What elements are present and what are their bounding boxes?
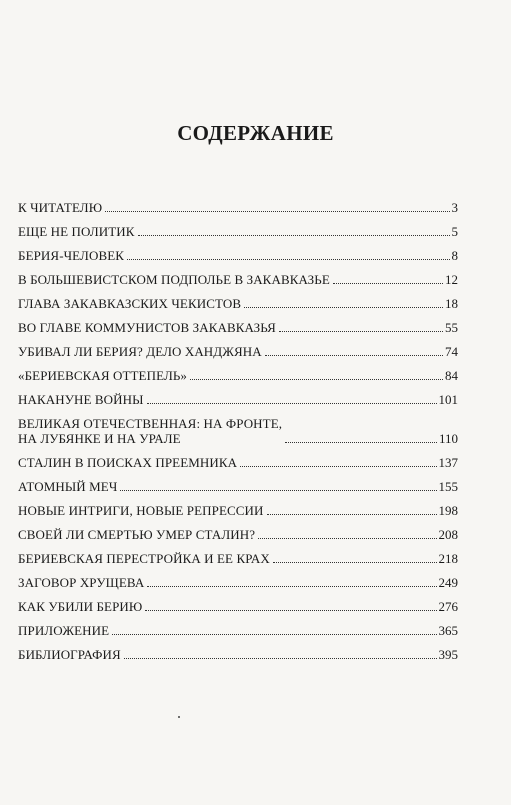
toc-entry-page: 74 xyxy=(445,344,458,359)
dot-leader xyxy=(138,235,450,236)
dot-leader xyxy=(240,466,436,467)
dot-leader xyxy=(333,283,443,284)
toc-entry xyxy=(18,647,458,662)
toc-entry xyxy=(18,344,458,359)
dot-leader xyxy=(147,586,436,587)
dot-leader xyxy=(244,307,443,308)
toc-entry-label: К ЧИТАТЕЛЮ xyxy=(18,200,103,215)
toc-entry-label: СТАЛИН В ПОИСКАХ ПРЕЕМНИКА xyxy=(18,455,238,470)
toc-entry-page: 218 xyxy=(438,551,458,566)
toc-entry-page: 208 xyxy=(438,527,458,542)
table-of-contents xyxy=(18,200,458,671)
dot-leader xyxy=(112,634,436,635)
toc-entry xyxy=(18,248,458,263)
toc-entry-page: 55 xyxy=(445,320,458,335)
toc-entry xyxy=(18,599,458,614)
toc-entry-label: НАКАНУНЕ ВОЙНЫ xyxy=(18,392,144,407)
toc-entry-page: 198 xyxy=(438,503,458,518)
toc-entry-label: КАК УБИЛИ БЕРИЮ xyxy=(18,599,143,614)
toc-entry-page: 365 xyxy=(438,623,458,638)
print-speck xyxy=(178,716,180,718)
dot-leader xyxy=(279,331,443,332)
toc-entry-page: 155 xyxy=(438,479,458,494)
toc-entry-page: 8 xyxy=(451,248,458,263)
toc-entry-page: 18 xyxy=(445,296,458,311)
toc-entry-page: 249 xyxy=(438,575,458,590)
toc-entry-page: 12 xyxy=(445,272,458,287)
dot-leader xyxy=(267,514,437,515)
dot-leader xyxy=(120,490,436,491)
toc-entry xyxy=(18,368,458,383)
toc-entry xyxy=(18,320,458,335)
dot-leader xyxy=(273,562,437,563)
toc-entry xyxy=(18,575,458,590)
toc-entry-label: ВЕЛИКАЯ ОТЕЧЕСТВЕННАЯ: НА ФРОНТЕ, НА ЛУБЯНКЕ И НА УРАЛЕ xyxy=(18,416,283,446)
toc-entry xyxy=(18,479,458,494)
toc-entry xyxy=(18,551,458,566)
dot-leader xyxy=(190,379,443,380)
toc-entry xyxy=(18,272,458,287)
toc-entry-label: ПРИЛОЖЕНИЕ xyxy=(18,623,110,638)
toc-entry xyxy=(18,527,458,542)
dot-leader xyxy=(285,442,437,443)
toc-entry-page: 101 xyxy=(438,392,458,407)
dot-leader xyxy=(124,658,437,659)
toc-entry-page: 110 xyxy=(438,431,458,446)
toc-entry-page: 276 xyxy=(438,599,458,614)
toc-entry-label: ЕЩЕ НЕ ПОЛИТИК xyxy=(18,224,135,239)
toc-entry xyxy=(18,503,458,518)
toc-entry xyxy=(18,416,458,446)
toc-entry-page: 395 xyxy=(438,647,458,662)
toc-entry-label: БИБЛИОГРАФИЯ xyxy=(18,647,121,662)
dot-leader xyxy=(145,610,436,611)
toc-entry-label: ВО ГЛАВЕ КОММУНИСТОВ ЗАКАВКАЗЬЯ xyxy=(18,320,276,335)
toc-entry-page: 84 xyxy=(445,368,458,383)
toc-entry-page: 137 xyxy=(438,455,458,470)
toc-entry-page: 5 xyxy=(451,224,458,239)
dot-leader xyxy=(127,259,449,260)
toc-entry xyxy=(18,392,458,407)
toc-entry-label: БЕРИЯ-ЧЕЛОВЕК xyxy=(18,248,125,263)
dot-leader xyxy=(265,355,443,356)
toc-entry-label: СВОЕЙ ЛИ СМЕРТЬЮ УМЕР СТАЛИН? xyxy=(18,527,256,542)
toc-entry xyxy=(18,224,458,239)
toc-entry-label: ЗАГОВОР ХРУЩЕВА xyxy=(18,575,145,590)
toc-entry-page: 3 xyxy=(451,200,458,215)
toc-entry-label: НОВЫЕ ИНТРИГИ, НОВЫЕ РЕПРЕССИИ xyxy=(18,503,264,518)
toc-entry-label: БЕРИЕВСКАЯ ПЕРЕСТРОЙКА И ЕЕ КРАХ xyxy=(18,551,270,566)
dot-leader xyxy=(258,538,436,539)
page-title: СОДЕРЖАНИЕ xyxy=(177,121,334,145)
toc-entry xyxy=(18,455,458,470)
toc-entry xyxy=(18,296,458,311)
toc-entry-label: ГЛАВА ЗАКАВКАЗСКИХ ЧЕКИСТОВ xyxy=(18,296,242,311)
toc-entry-label: В БОЛЬШЕВИСТСКОМ ПОДПОЛЬЕ В ЗАКАВКАЗЬЕ xyxy=(18,272,330,287)
toc-entry xyxy=(18,623,458,638)
toc-entry-label: АТОМНЫЙ МЕЧ xyxy=(18,479,118,494)
toc-entry xyxy=(18,200,458,215)
dot-leader xyxy=(105,211,449,212)
dot-leader xyxy=(147,403,437,404)
toc-entry-label: УБИВАЛ ЛИ БЕРИЯ? ДЕЛО ХАНДЖЯНА xyxy=(18,344,262,359)
toc-entry-label: «БЕРИЕВСКАЯ ОТТЕПЕЛЬ» xyxy=(18,368,188,383)
